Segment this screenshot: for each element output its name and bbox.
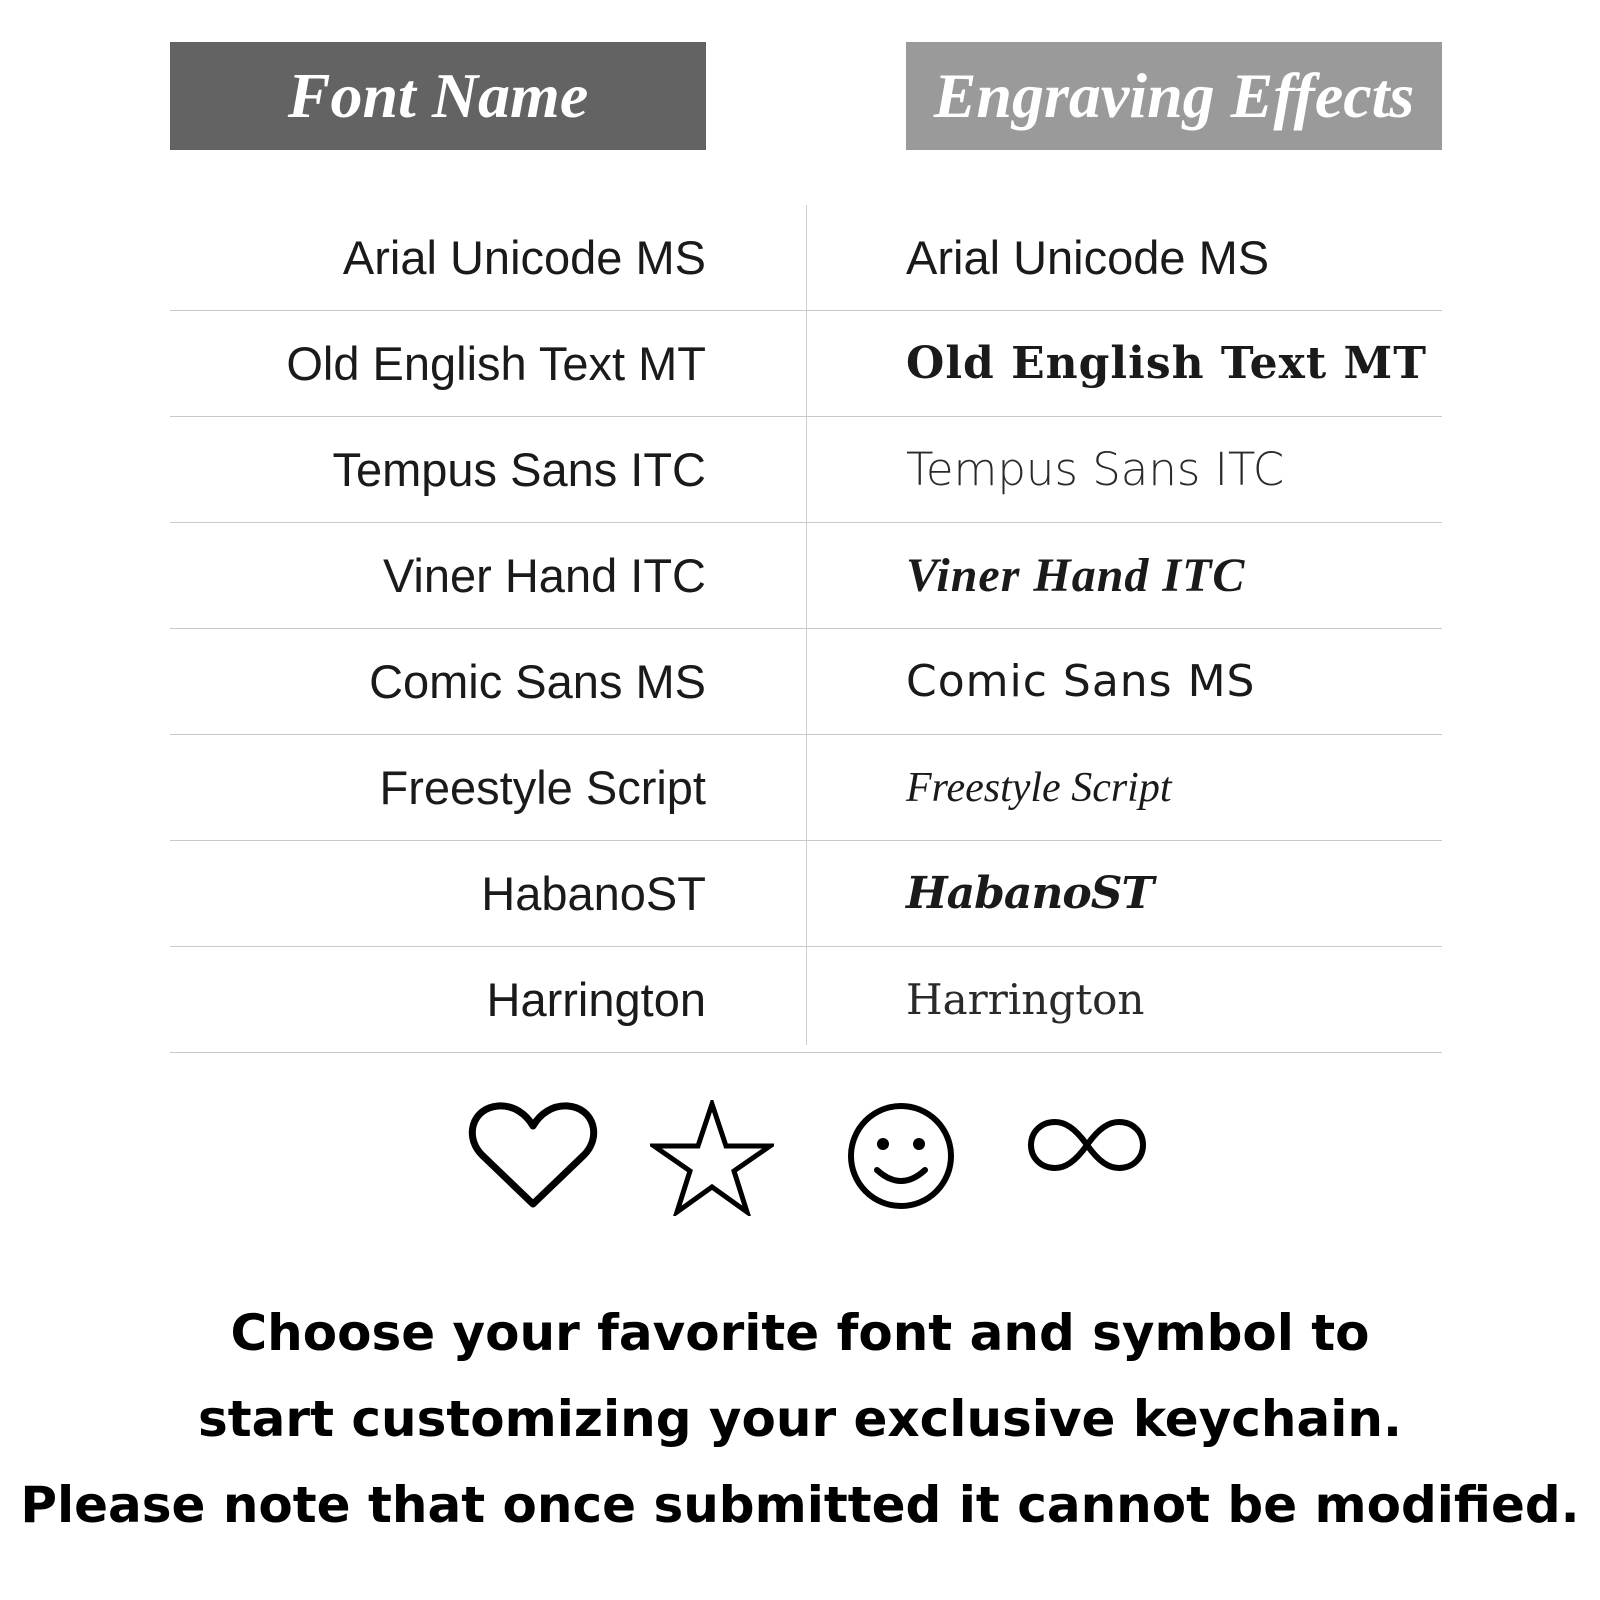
engraving-effect-sample: Arial Unicode MS [906, 231, 1270, 284]
engraving-effects-header: Engraving Effects [906, 42, 1442, 150]
font-row-arial[interactable] [170, 205, 1442, 311]
star-icon[interactable] [650, 1100, 774, 1221]
font-name-header: Font Name [170, 42, 706, 150]
symbol-options [0, 1100, 1600, 1240]
engraving-effect-sample: Tempus Sans ITC [906, 443, 1285, 496]
engraving-effect-sample: Old English Text MT [906, 338, 1427, 389]
font-name-label: Freestyle Script [379, 761, 706, 814]
infinity-icon[interactable] [1025, 1100, 1149, 1195]
font-name-label: Arial Unicode MS [342, 231, 706, 284]
font-name-label: Viner Hand ITC [382, 549, 706, 602]
note-line-1: Choose your favorite font and symbol to [230, 1304, 1370, 1362]
font-name-label: HabanoST [481, 867, 706, 920]
font-row-viner-hand[interactable] [170, 523, 1442, 629]
engraving-effect-sample: Viner Hand ITC [906, 549, 1246, 602]
instruction-note [0, 1290, 1600, 1548]
smiley-icon[interactable] [845, 1100, 957, 1217]
engraving-effect-sample: Comic Sans MS [906, 656, 1256, 707]
font-name-label: Old English Text MT [286, 337, 706, 390]
note-line-2: start customizing your exclusive keychain. [198, 1390, 1402, 1448]
font-table [170, 205, 1442, 1053]
font-row-old-english[interactable] [170, 311, 1442, 417]
heart-icon[interactable] [468, 1100, 598, 1215]
engraving-effect-sample: Harrington [906, 975, 1145, 1024]
font-row-harrington[interactable] [170, 947, 1442, 1053]
font-row-freestyle-script[interactable] [170, 735, 1442, 841]
engraving-effect-sample: Freestyle Script [906, 764, 1172, 811]
font-row-habanost[interactable] [170, 841, 1442, 947]
font-name-label: Comic Sans MS [369, 655, 706, 708]
font-name-label: Harrington [486, 973, 706, 1026]
engraving-effect-sample: HabanoST [906, 868, 1154, 919]
font-name-label: Tempus Sans ITC [332, 443, 706, 496]
font-row-comic-sans[interactable] [170, 629, 1442, 735]
note-line-3: Please note that once submitted it cannot be modified. [20, 1476, 1580, 1534]
font-row-tempus-sans[interactable] [170, 417, 1442, 523]
